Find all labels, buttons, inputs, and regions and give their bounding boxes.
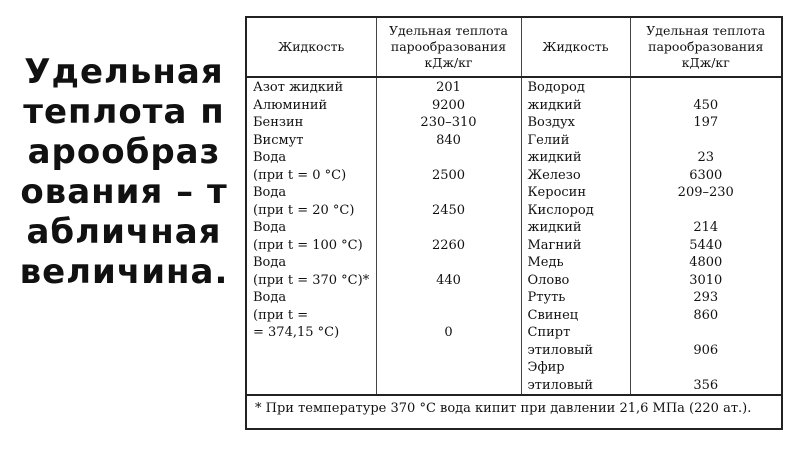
list-item-name	[528, 324, 630, 359]
table-cell-text: жидкий	[527, 150, 582, 165]
table-cell-text: Медь	[527, 255, 564, 270]
table-cell-text: Олово	[527, 272, 570, 288]
table-cell-value: 197	[693, 115, 719, 130]
list-item-name	[528, 114, 630, 132]
table-cell-text: Азот жидкий	[253, 80, 344, 95]
left-names-column	[247, 77, 376, 394]
list-item-value	[377, 97, 521, 115]
list-item-value	[377, 289, 521, 342]
list-item-value	[631, 184, 782, 202]
list-item-value	[631, 202, 782, 237]
list-item-value	[377, 219, 521, 254]
header-heat-left: Удельная теплота парообразования кДж/кг	[376, 18, 521, 77]
list-item-name	[253, 114, 376, 132]
table-cell-text: (при t = 370 °C)*	[253, 272, 370, 288]
table-cell-value: 5440	[689, 237, 723, 253]
table-cell-value: 6300	[689, 167, 723, 183]
table-cell-value: 2450	[431, 202, 466, 218]
header-row	[247, 18, 781, 77]
table-cell-text: Керосин	[527, 185, 587, 200]
table-cell-text: Вода	[253, 255, 287, 270]
table-cell-text: этиловый	[527, 342, 594, 358]
list-item-name	[528, 237, 630, 255]
table-cell-value: 440	[436, 272, 461, 288]
right-names-column	[521, 77, 630, 394]
list-item-name	[253, 132, 376, 150]
list-item-name	[528, 79, 630, 114]
list-item-name	[253, 97, 376, 115]
table-cell-value: 23	[697, 150, 715, 165]
list-item-name	[528, 167, 630, 185]
list-item-name	[528, 359, 630, 394]
table-cell-value: 2260	[431, 237, 466, 253]
list-item-value	[631, 289, 782, 307]
table-cell-text: жидкий	[527, 97, 582, 113]
right-values-column	[630, 77, 781, 394]
table-cell-value: 356	[693, 377, 719, 393]
list-item-value	[377, 79, 521, 97]
list-item-value	[377, 114, 521, 132]
table-cell-text: Вода	[253, 290, 287, 305]
table-cell-text: Вода	[253, 185, 287, 200]
footnote: * При температуре 370 °C вода кипит при давлении 21,6 МПа (220 ат.).	[247, 394, 781, 418]
table-cell-text: Магний	[527, 237, 582, 253]
table-cell-text: Спирт	[527, 325, 571, 340]
table-cell-text: Гелий	[527, 132, 570, 148]
table-cell-text: (при t = 0 °C)	[253, 167, 347, 183]
list-item-name	[528, 184, 630, 202]
list-item-name	[253, 289, 376, 342]
table-body-row	[247, 77, 781, 394]
table-cell-value: 840	[436, 132, 461, 148]
list-item-name	[528, 132, 630, 167]
list-item-value	[631, 307, 782, 325]
header-liquid-right: Жидкость	[521, 18, 630, 77]
table-cell-text: (при t = 20 °C)	[253, 202, 355, 218]
data-table	[247, 18, 781, 394]
table-cell-value: 201	[436, 80, 461, 95]
table-cell-text: (при t = 100 °C)	[253, 237, 363, 253]
table-cell-value: 214	[693, 220, 719, 235]
table-cell-value: 860	[693, 307, 719, 323]
header-liquid-left: Жидкость	[247, 18, 376, 77]
table-cell-text: жидкий	[527, 220, 582, 235]
table-cell-value: 0	[444, 325, 453, 340]
table-cell-text: Висмут	[253, 132, 304, 148]
list-item-value	[377, 184, 521, 219]
table-cell-text: Бензин	[253, 115, 304, 130]
list-item-name	[528, 289, 630, 307]
table-cell-text: Ртуть	[527, 290, 566, 305]
list-item-name	[528, 254, 630, 272]
table-cell-value: 293	[693, 290, 719, 305]
list-item-name	[253, 149, 376, 184]
table-cell-text: Эфир	[527, 360, 565, 375]
table-cell-value: 906	[693, 342, 719, 358]
list-item-value	[631, 359, 782, 394]
table-cell-value: 209–230	[677, 185, 734, 200]
table-cell-value: 4800	[689, 255, 723, 270]
table-cell-text: Вода	[253, 150, 287, 165]
list-item-value	[631, 237, 782, 255]
table-cell-text: Водород	[527, 80, 585, 95]
list-item-value	[631, 79, 782, 114]
list-item-value	[631, 254, 782, 272]
table-cell-value: 9200	[431, 97, 466, 113]
list-item-name	[528, 202, 630, 237]
table-cell-text: Алюминий	[253, 97, 328, 113]
list-item-value	[377, 149, 521, 184]
table-cell-value: 3010	[689, 272, 723, 288]
table-cell-text: этиловый	[527, 377, 594, 393]
list-item-value	[631, 167, 782, 185]
table-cell-value: 450	[693, 97, 719, 113]
slide-title: Удельная теплота парообразования – табличная величина.	[19, 52, 229, 292]
list-item-value	[377, 254, 521, 289]
list-item-value	[377, 132, 521, 150]
table-cell-text: Вода	[253, 220, 287, 235]
table-cell-value: 230–310	[420, 115, 477, 130]
list-item-name	[253, 79, 376, 97]
list-item-name	[253, 219, 376, 254]
list-item-value	[631, 324, 782, 359]
left-values-column	[376, 77, 521, 394]
list-item-name	[253, 254, 376, 289]
table-cell-text: Кислород	[527, 202, 594, 218]
table-cell-value: 2500	[431, 167, 466, 183]
list-item-value	[631, 272, 782, 290]
list-item-name	[528, 307, 630, 325]
list-item-name	[528, 272, 630, 290]
list-item-name	[253, 184, 376, 219]
table-cell-text: (при t =	[253, 307, 309, 323]
table-cell-text: = 374,15 °C)	[253, 325, 340, 340]
heat-of-vaporization-table	[245, 16, 783, 430]
list-item-value	[631, 114, 782, 132]
list-item-value	[631, 132, 782, 167]
header-heat-right: Удельная теплота парообразования кДж/кг	[630, 18, 781, 77]
table-cell-text: Железо	[527, 167, 581, 183]
table-cell-text: Воздух	[527, 115, 575, 130]
table-cell-text: Свинец	[527, 307, 579, 323]
